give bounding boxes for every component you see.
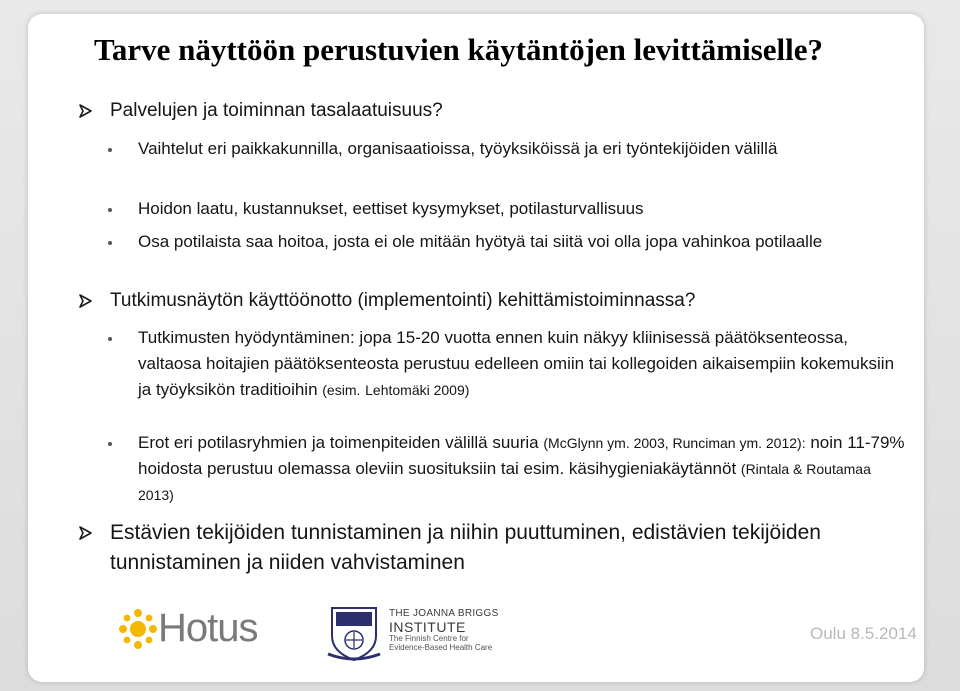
bullet-main-text: Erot eri potilasryhmien ja toimenpiteiden välillä suuria [138, 433, 539, 452]
slide-title: Tarve näyttöön perustuvien käytäntöjen levittämiselle? [94, 32, 824, 67]
bullet-text: Osa potilaista saa hoitoa, josta ei ole mitään hyötyä tai siitä voi olla jopa vahinkoa potilaalle [138, 232, 823, 251]
bullet-text: Vaihtelut eri paikkakunnilla, organisaatioissa, työyksiköissä ja eri työntekijöiden välillä [138, 139, 778, 158]
arrow-bullet-icon [78, 293, 94, 309]
bullet-main-text: noin 11-79% hoidosta perustuu olemassa oleviin suosituksiin tai esim. käsihygieniakäytännöt [138, 433, 905, 478]
section-heading-text: Palvelujen ja toiminnan tasalaatuisuus? [110, 100, 443, 121]
arrow-bullet-icon [78, 103, 94, 119]
reference-text: Lehtomäki 2009) [365, 382, 470, 398]
reference-text: (McGlynn ym. 2003, Runciman ym. 2012): [543, 435, 806, 451]
arrow-bullet-icon [78, 525, 94, 541]
reference-text: (esim. [322, 382, 361, 398]
hotus-sun-logo-icon [118, 606, 158, 652]
section-heading-text: Tutkimusnäytön käyttöönotto (implementointi) kehittämistoiminnassa? [110, 290, 696, 311]
reference-text: (Rintala & Routamaa 2013) [138, 461, 871, 503]
hotus-logo-text: Hotus [158, 606, 258, 650]
jbi-line: Evidence-Based Health Care [389, 643, 493, 652]
jbi-line: INSTITUTE [389, 619, 466, 635]
bullet-text: Hoidon laatu, kustannukset, eettiset kysymykset, potilasturvallisuus [138, 199, 644, 218]
bullet-main-text: Tutkimusten hyödyntäminen: jopa 15-20 vuotta ennen kuin näkyy kliinisessä päätöksenteossa, valtaosa hoitajien päätöksenteosta perustuu edelleen omiin tai kollegoiden aikaisempiin kokemuksiin ja työyksikön traditioihin [138, 328, 895, 399]
jbi-logo-text [389, 608, 499, 652]
bullet-dot-icon [108, 442, 112, 446]
bullet-text [138, 430, 908, 508]
bullet-text [138, 325, 908, 403]
jbi-line: The Finnish Centre for [389, 634, 469, 643]
footer-date: Oulu 8.5.2014 [810, 624, 917, 643]
jbi-line: THE JOANNA BRIGGS [389, 608, 499, 619]
bullet-dot-icon [108, 241, 112, 245]
bullet-dot-icon [108, 148, 112, 152]
jbi-seal-icon [326, 604, 382, 662]
section-heading-text: Estävien tekijöiden tunnistaminen ja niihin puuttuminen, edistävien tekijöiden tunnistaminen ja niiden vahvistaminen [110, 521, 821, 574]
bullet-dot-icon [108, 337, 112, 341]
bullet-dot-icon [108, 208, 112, 212]
